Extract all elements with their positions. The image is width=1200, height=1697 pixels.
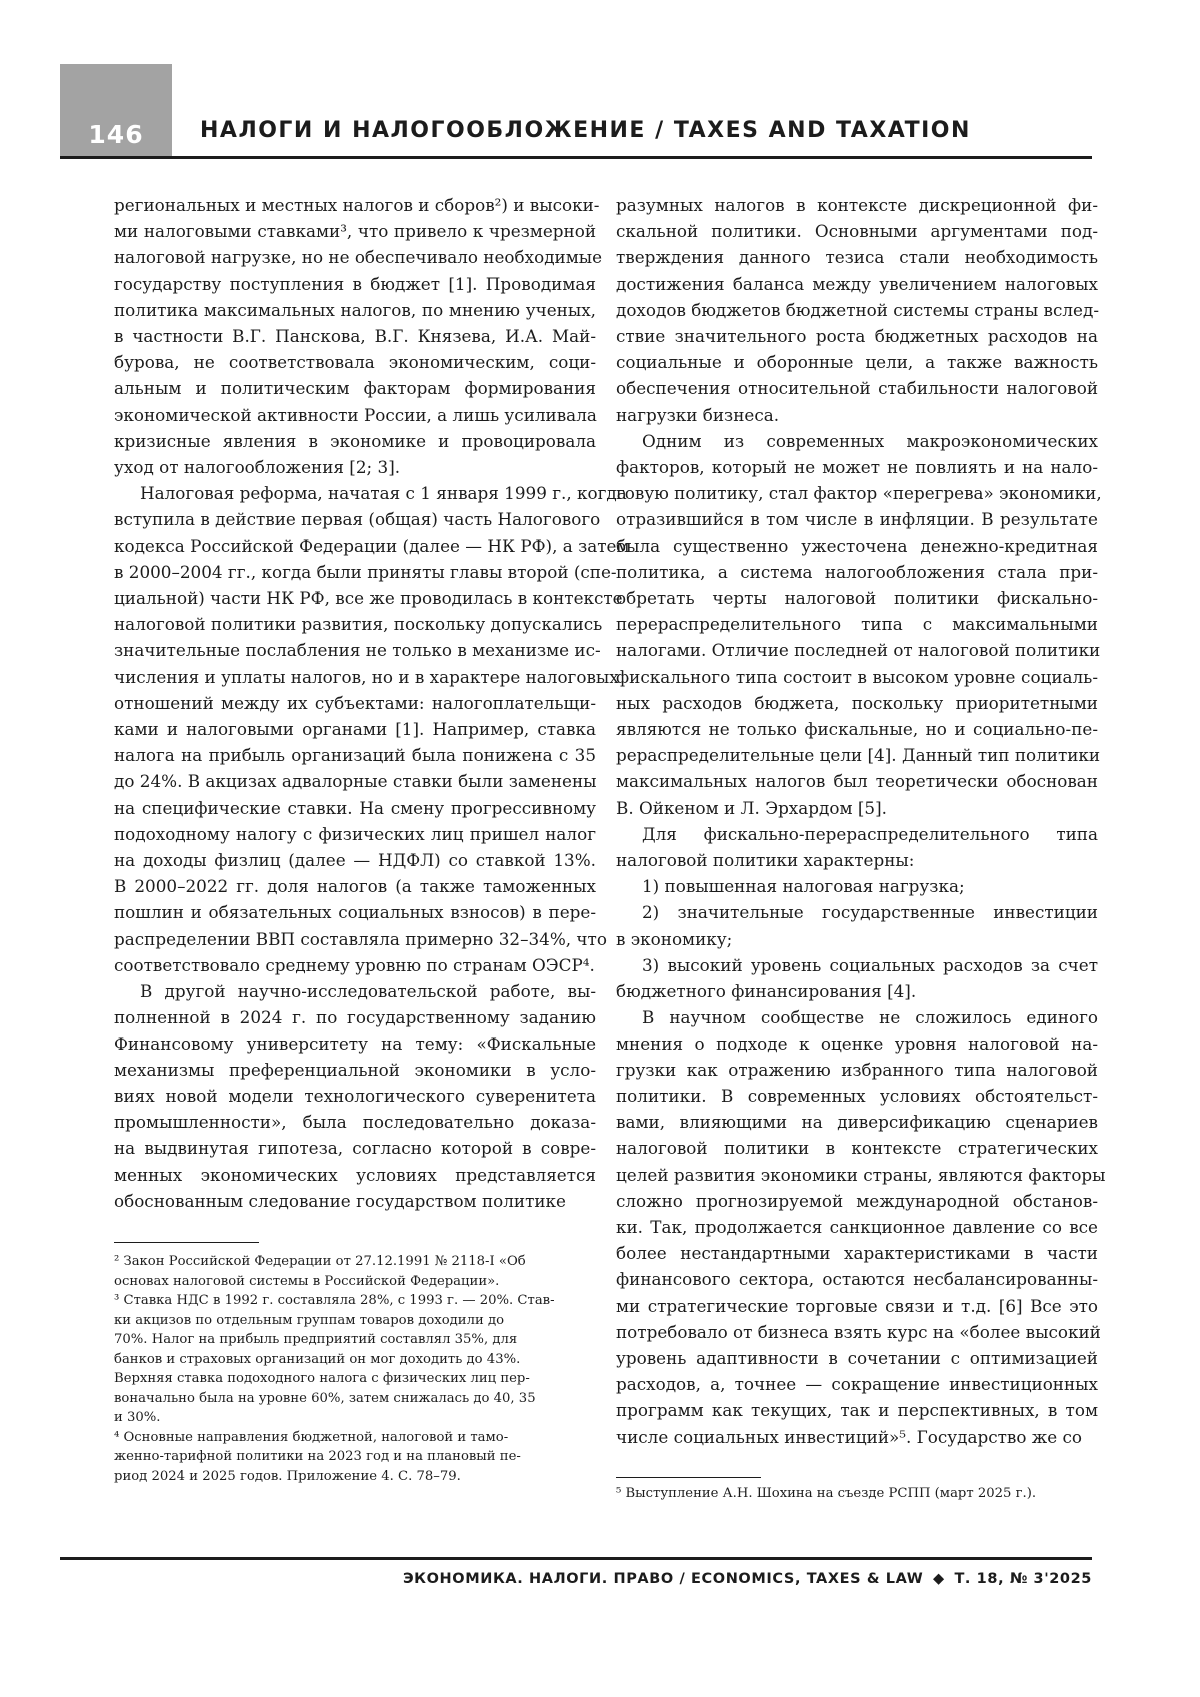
text-line: на выдвинутая гипотеза, согласно которой в совре-: [114, 1138, 596, 1159]
text-line: вступила в действие первая (общая) часть Налогового: [114, 509, 601, 530]
footer-rule: [60, 1557, 1092, 1560]
text-line: В научном сообществе не сложилось единого: [642, 1007, 1098, 1028]
text-line: Одним из современных макроэкономических: [642, 430, 1098, 451]
journal-footer: [403, 1571, 1092, 1587]
text-line: потребовало от бизнеса взять курс на «более высокий: [616, 1321, 1101, 1342]
text-line: обоснованным следование государством политике: [114, 1190, 566, 1211]
text-line: налоговой политики характерны:: [616, 850, 915, 871]
text-line: тверждения данного тезиса стали необходимость: [616, 247, 1098, 268]
text-line: мнения о подходе к оценке уровня налоговой на-: [616, 1033, 1098, 1054]
text-line: подоходному налогу с физических лиц пришел налог: [114, 823, 596, 844]
paragraph: [616, 952, 1098, 1004]
text-line: обретать черты налоговой политики фискально-: [616, 588, 1098, 609]
text-line: целей развития экономики страны, являются факторы: [616, 1164, 1106, 1185]
section-title: НАЛОГИ И НАЛОГООБЛОЖЕНИЕ / TAXES AND TAXATION: [200, 118, 971, 143]
journal-issue: Т. 18, № 3'2025: [954, 1571, 1092, 1587]
header-rule: [60, 156, 1092, 159]
text-line: политика максимальных налогов, по мнению ученых,: [114, 299, 596, 320]
text-line: в экономику;: [616, 928, 733, 949]
text-line: числения и уплаты налогов, но и в характере налоговых: [114, 666, 619, 687]
footnote-line: женно-тарифной политики на 2023 год и на плановый пе-: [114, 1449, 521, 1464]
paragraph: [616, 1004, 1106, 1449]
footnote-line: 70%. Налог на прибыль предприятий составлял 35%, для: [114, 1332, 518, 1347]
text-line: программ как текущих, так и перспективных, в том: [616, 1400, 1098, 1421]
text-line: значительные послабления не только в механизме ис-: [114, 640, 601, 661]
text-line: на специфические ставки. На смену прогрессивному: [114, 797, 596, 818]
footnote-line: основах налоговой системы в Российской Федерации».: [114, 1273, 500, 1289]
text-line: кризисные явления в экономике и провоцировала: [114, 430, 596, 451]
text-line: говую политику, стал фактор «перегрева» экономики,: [616, 483, 1102, 504]
text-line: сложно прогнозируемой международной обстанов-: [616, 1190, 1098, 1211]
left-text-column: [114, 192, 630, 1214]
paragraph: [616, 899, 1098, 951]
paragraph: [616, 873, 1098, 899]
right-text-column: [616, 192, 1106, 1450]
text-line: в 2000–2004 гг., когда были приняты главы второй (спе-: [114, 561, 617, 582]
footnote-line: Верхняя ставка подоходного налога с физических лиц пер-: [114, 1371, 530, 1386]
text-line: в частности В.Г. Панскова, В.Г. Князева, И.А. Май-: [114, 326, 596, 347]
text-line: полненной в 2024 г. по государственному заданию: [114, 1007, 596, 1028]
text-line: вами, влияющими на диверсификацию сценариев: [616, 1112, 1098, 1133]
text-line: виях новой модели технологического суверенитета: [114, 1085, 596, 1106]
text-line: скальной политики. Основными аргументами под-: [616, 221, 1098, 242]
text-line: ками и налоговыми органами [1]. Например, ставка: [114, 719, 596, 740]
text-line: В другой научно-исследовательской работе, вы-: [140, 981, 596, 1002]
text-line: промышленности», была последовательно доказа-: [114, 1112, 596, 1133]
text-line: альным и политическим факторам формирования: [114, 378, 596, 399]
diamond-icon: ◆: [933, 1571, 945, 1587]
text-line: В. Ойкеном и Л. Эрхардом [5].: [616, 797, 887, 818]
text-line: политика, а система налогообложения стала при-: [616, 561, 1098, 582]
text-line: государству поступления в бюджет [1]. Проводимая: [114, 273, 596, 294]
text-line: расходов, а, точнее — сокращение инвестиционных: [616, 1374, 1098, 1395]
text-line: отразившийся в том числе в инфляции. В результате: [616, 509, 1098, 530]
footnote-line: ки акцизов по отдельным группам товаров доходили до: [114, 1312, 505, 1328]
text-line: более нестандартными характеристиками в части: [616, 1243, 1098, 1264]
text-line: ки. Так, продолжается санкционное давление со все: [616, 1216, 1098, 1237]
text-line: до 24%. В акцизах адвалорные ставки были заменены: [114, 771, 597, 792]
footnote-line: банков и страховых организаций он мог доходить до 43%.: [114, 1351, 521, 1367]
text-line: бюджетного финансирования [4].: [616, 981, 917, 1002]
text-line: максимальных налогов был теоретически обоснован: [616, 771, 1098, 792]
text-line: кодекса Российской Федерации (далее — НК РФ), а затем: [114, 535, 630, 556]
text-line: налога на прибыль организаций была понижена с 35: [114, 745, 596, 766]
paragraph: [114, 192, 603, 480]
text-line: грузки как отражению избранного типа налоговой: [616, 1059, 1098, 1080]
text-line: 2) значительные государственные инвестиции: [642, 902, 1098, 923]
paragraph: [616, 821, 1098, 873]
text-line: отношений между их субъектами: налогоплательщи-: [114, 692, 596, 713]
footnote-line: и 30%.: [114, 1410, 161, 1425]
text-line: перераспределительного типа с максимальными: [616, 614, 1098, 635]
footnote-line: ² Закон Российской Федерации от 27.12.1991 № 2118-I «Об: [114, 1254, 526, 1269]
page-number: 146: [88, 120, 144, 149]
text-line: Финансовому университету на тему: «Фискальные: [114, 1033, 596, 1054]
footnote-line: воначально была на уровне 60%, затем снижалась до 40, 35: [114, 1390, 536, 1406]
text-line: ных расходов бюджета, поскольку приоритетными: [616, 692, 1098, 713]
text-line: Для фискально-перераспределительного типа: [642, 823, 1098, 844]
text-line: уход от налогообложения [2; 3].: [114, 457, 401, 478]
text-line: была существенно ужесточена денежно-кредитная: [616, 535, 1098, 556]
text-line: нагрузки бизнеса.: [616, 404, 780, 425]
text-line: Налоговая реформа, начатая с 1 января 1999 г., когда: [140, 483, 627, 504]
text-line: достижения баланса между увеличением налоговых: [616, 273, 1098, 294]
footnotes-left: [114, 1252, 555, 1486]
paragraph: [114, 480, 630, 978]
text-line: фискального типа состоит в высоком уровне социаль-: [616, 666, 1098, 687]
text-line: числе социальных инвестиций»⁵. Государство же со: [616, 1426, 1082, 1447]
footnote-line: риод 2024 и 2025 годов. Приложение 4. С. 78–79.: [114, 1468, 461, 1484]
text-line: 3) высокий уровень социальных расходов за счет: [642, 954, 1098, 975]
text-line: ствие значительного роста бюджетных расходов на: [616, 326, 1098, 347]
text-line: ми стратегические торговые связи и т.д. [6] Все это: [616, 1295, 1098, 1316]
text-line: доходов бюджетов бюджетной системы страны вслед-: [616, 299, 1099, 320]
text-line: социальные и оборонные цели, а также важность: [616, 352, 1098, 373]
text-line: распределении ВВП составляла примерно 32–34%, что: [114, 928, 607, 949]
text-line: В 2000–2022 гг. доля налогов (а также таможенных: [114, 876, 596, 897]
paragraph: [616, 192, 1098, 428]
text-line: политики. В современных условиях обстоятельст-: [616, 1085, 1098, 1106]
text-line: пошлин и обязательных социальных взносов) в пере-: [114, 902, 596, 923]
footnotes-right: [616, 1484, 1036, 1504]
text-line: 1) повышенная налоговая нагрузка;: [642, 876, 965, 897]
text-line: бурова, не соответствовала экономическим, соци-: [114, 352, 596, 373]
text-line: циальной) части НК РФ, все же проводилась в контексте: [114, 588, 623, 609]
text-line: соответствовало среднему уровню по странам ОЭСР⁴.: [114, 954, 595, 975]
text-line: менных экономических условиях представляется: [114, 1164, 596, 1185]
text-line: региональных и местных налогов и сборов²) и высоки-: [114, 195, 600, 215]
text-line: налоговой нагрузке, но не обеспечивало необходимые: [114, 247, 603, 268]
text-line: уровень адаптивности в сочетании с оптимизацией: [616, 1347, 1098, 1368]
text-line: ми налоговыми ставками³, что привело к чрезмерной: [114, 221, 596, 242]
text-line: налоговой политики развития, поскольку допускались: [114, 614, 603, 635]
footnote-rule-right: [616, 1477, 761, 1478]
text-line: налоговой политики в контексте стратегических: [616, 1138, 1098, 1159]
footnote-line: ⁴ Основные направления бюджетной, налоговой и тамо-: [114, 1429, 509, 1445]
footnote-rule-left: [114, 1242, 259, 1243]
text-line: экономической активности России, а лишь усиливала: [114, 404, 597, 425]
text-line: рераспределительные цели [4]. Данный тип политики: [616, 745, 1101, 766]
footnote-line: ⁵ Выступление А.Н. Шохина на съезде РСПП (март 2025 г.).: [616, 1486, 1037, 1501]
text-line: являются не только фискальные, но и социально-пе-: [616, 719, 1098, 740]
paragraph: [616, 428, 1102, 821]
text-line: факторов, который не может не повлиять и на нало-: [616, 457, 1098, 478]
text-line: обеспечения относительной стабильности налоговой: [616, 378, 1098, 399]
text-line: налогами. Отличие последней от налоговой политики: [616, 640, 1101, 661]
text-line: механизмы преференциальной экономики в усло-: [114, 1059, 596, 1080]
paragraph: [114, 978, 596, 1214]
text-line: разумных налогов в контексте дискреционной фи-: [616, 195, 1098, 215]
footnote-line: ³ Ставка НДС в 1992 г. составляла 28%, с 1993 г. — 20%. Став-: [114, 1293, 555, 1308]
text-line: на доходы физлиц (далее — НДФЛ) со ставкой 13%.: [114, 850, 596, 871]
journal-title: ЭКОНОМИКА. НАЛОГИ. ПРАВО / ECONOMICS, TAXES & LAW: [402, 1571, 924, 1587]
text-line: финансового сектора, остаются несбалансированны-: [616, 1269, 1098, 1290]
